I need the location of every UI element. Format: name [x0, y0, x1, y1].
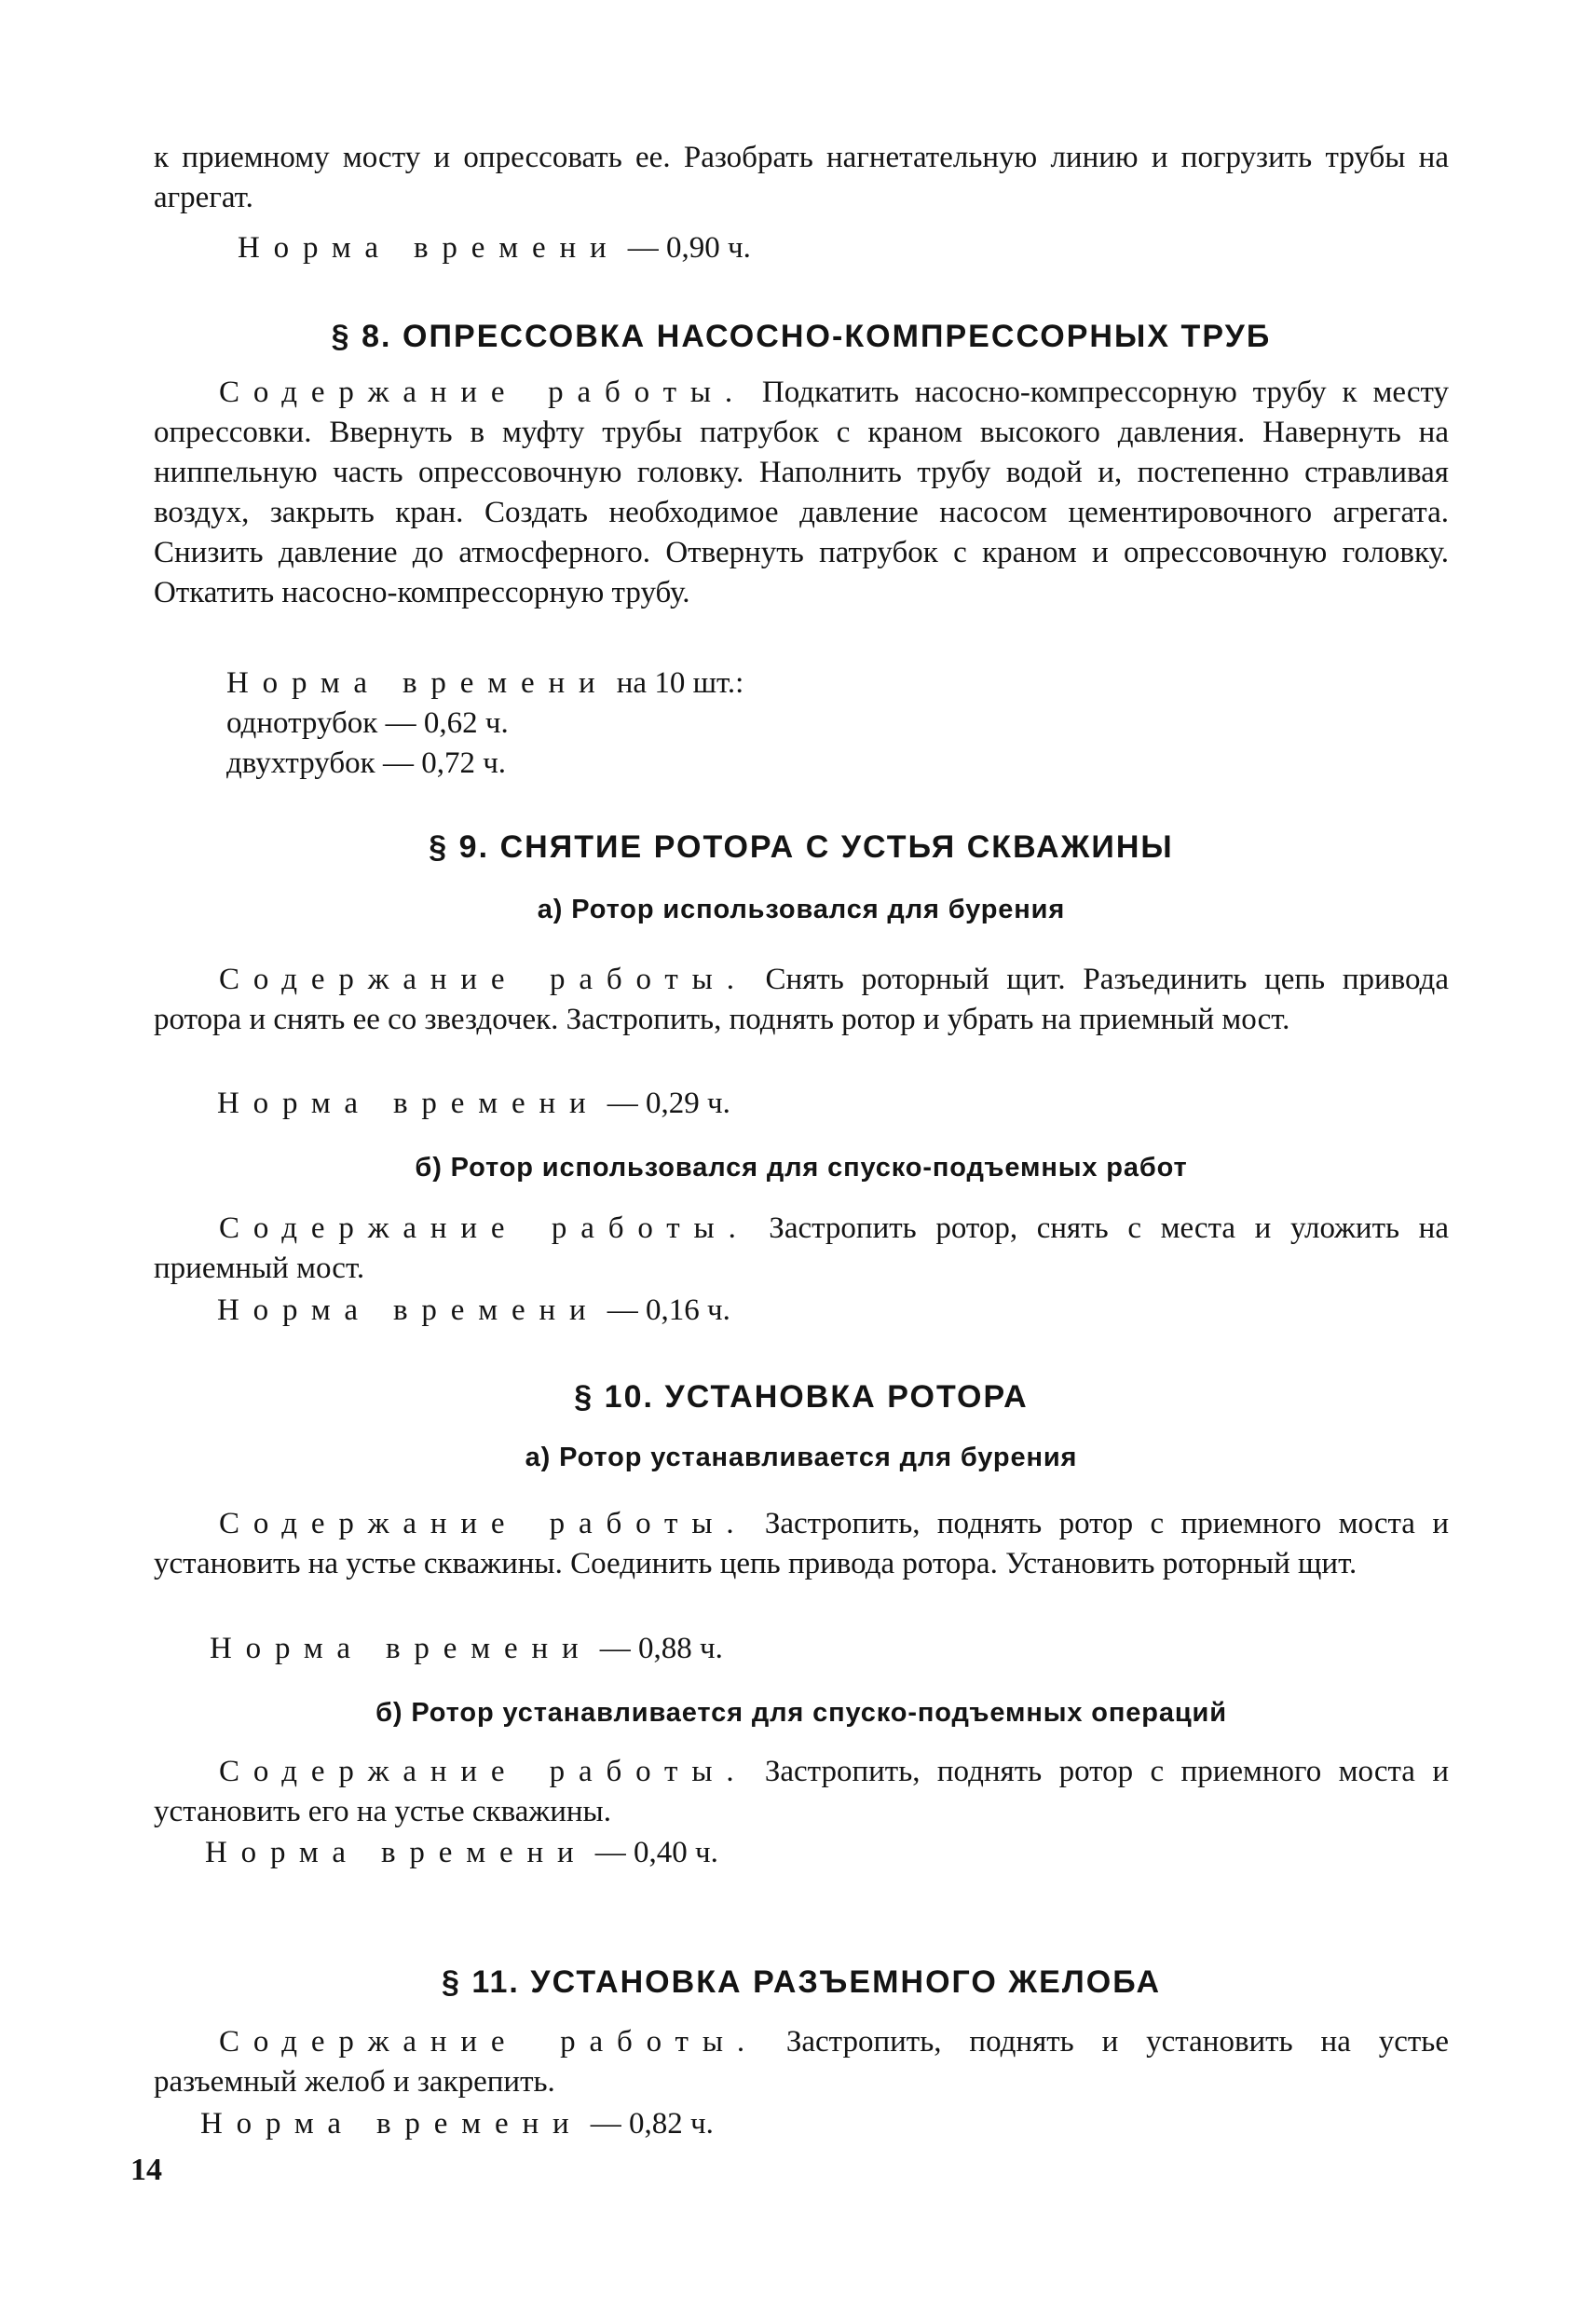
content-label: Содержание работы.: [219, 376, 746, 409]
section-10b-heading: б) Ротор устанавливается для спуско-подъемных операций: [375, 1698, 1227, 1728]
intro-paragraph: [154, 138, 1449, 218]
section-9a-norm: [217, 1084, 730, 1124]
intro-norm: [238, 228, 751, 268]
section-10a-content: [154, 1504, 1449, 1584]
section-10a-paragraph: [154, 1504, 1449, 1584]
norm-value: — 0,82 ч.: [590, 2107, 714, 2141]
norm-suffix: на 10 шт.:: [608, 666, 744, 700]
section-10b-paragraph: [154, 1752, 1449, 1832]
norm-value: — 0,88 ч.: [599, 1632, 723, 1665]
section-11-title: § 11. УСТАНОВКА РАЗЪЕМНОГО ЖЕЛОБА: [441, 1964, 1162, 2000]
section-10a-heading: а) Ротор устанавливается для бурения: [525, 1443, 1078, 1472]
content-text: Застропить, поднять ротор с приемного моста и установить его на устье скважины.: [154, 1755, 1449, 1828]
section-10a-norm: [210, 1629, 723, 1669]
section-8-norm-1: однотрубок — 0,62 ч.: [226, 706, 509, 740]
section-9b-paragraph: [154, 1209, 1449, 1289]
norm-label: Норма времени: [238, 231, 621, 265]
section-11-content: [154, 2022, 1449, 2102]
content-text: Застропить, поднять и установить на устье разъемный желоб и закрепить.: [154, 2025, 1449, 2099]
norm-value: — 0,16 ч.: [607, 1293, 730, 1327]
content-text: Подкатить насосно-компрессорную трубу к месту опрессовки. Ввернуть в муфту трубы патрубок с краном высокого давления. Навернуть на ниппельную часть опрессовочную головку. Наполнить трубу водой и, постепенно стравливая воздух, закрыть кран. Создать необходимое давление насосом цементировочного агрегата. Снизить давление до атмосферного. Отвернуть патрубок с краном и опрессовочную головку. Откатить насосно-компрессорную трубу.: [154, 376, 1449, 609]
section-11-paragraph: [154, 2022, 1449, 2102]
section-8-norm: [226, 664, 743, 704]
section-10b-norm: [205, 1833, 718, 1873]
section-9a-paragraph: [154, 960, 1449, 1040]
section-9b-content: [154, 1209, 1449, 1289]
section-9a-heading: а) Ротор использовался для бурения: [537, 895, 1066, 924]
page-number: 14: [130, 2153, 162, 2187]
norm-label: Норма времени: [217, 1087, 600, 1120]
section-8-paragraph: [154, 373, 1449, 613]
norm-label: Норма времени: [205, 1836, 588, 1869]
section-9b-norm: [217, 1291, 730, 1331]
section-10-title: § 10. УСТАНОВКА РОТОРА: [574, 1379, 1029, 1415]
section-10b-content: [154, 1752, 1449, 1832]
content-label: Содержание работы.: [219, 963, 748, 996]
section-9a-content: [154, 960, 1449, 1040]
norm-label: Норма времени: [226, 666, 609, 700]
section-11-norm: [200, 2104, 714, 2144]
norm-value: — 0,90 ч.: [627, 231, 751, 265]
norm-value: — 0,29 ч.: [607, 1087, 730, 1120]
norm-label: Норма времени: [210, 1632, 593, 1665]
content-label: Содержание работы.: [219, 2025, 758, 2059]
section-8-content: [154, 373, 1449, 613]
norm-value: — 0,40 ч.: [594, 1836, 718, 1869]
content-label: Содержание работы.: [219, 1755, 748, 1788]
norm-label: Норма времени: [200, 2107, 583, 2141]
section-8-norm-2: двухтрубок — 0,72 ч.: [226, 746, 507, 780]
content-label: Содержание работы.: [219, 1211, 750, 1245]
section-8-title: § 8. ОПРЕССОВКА НАСОСНО-КОМПРЕССОРНЫХ ТРУБ: [331, 319, 1272, 354]
content-text: Снять роторный щит. Разъединить цепь привода ротора и снять ее со звездочек. Застропить, поднять ротор и убрать на приемный мост.: [154, 963, 1449, 1036]
section-9-title: § 9. СНЯТИЕ РОТОРА С УСТЬЯ СКВАЖИНЫ: [429, 829, 1174, 865]
norm-label: Норма времени: [217, 1293, 600, 1327]
content-label: Содержание работы.: [219, 1507, 748, 1540]
content-text: Застропить ротор, снять с места и уложить на приемный мост.: [154, 1211, 1449, 1285]
content-text: Застропить, поднять ротор с приемного моста и установить на устье скважины. Соединить цепь привода ротора. Установить роторный щит.: [154, 1507, 1449, 1580]
section-9b-heading: б) Ротор использовался для спуско-подъемных работ: [415, 1153, 1188, 1183]
intro-text: к приемному мосту и опрессовать ее. Разобрать нагнетательную линию и погрузить трубы на агрегат.: [154, 141, 1449, 214]
